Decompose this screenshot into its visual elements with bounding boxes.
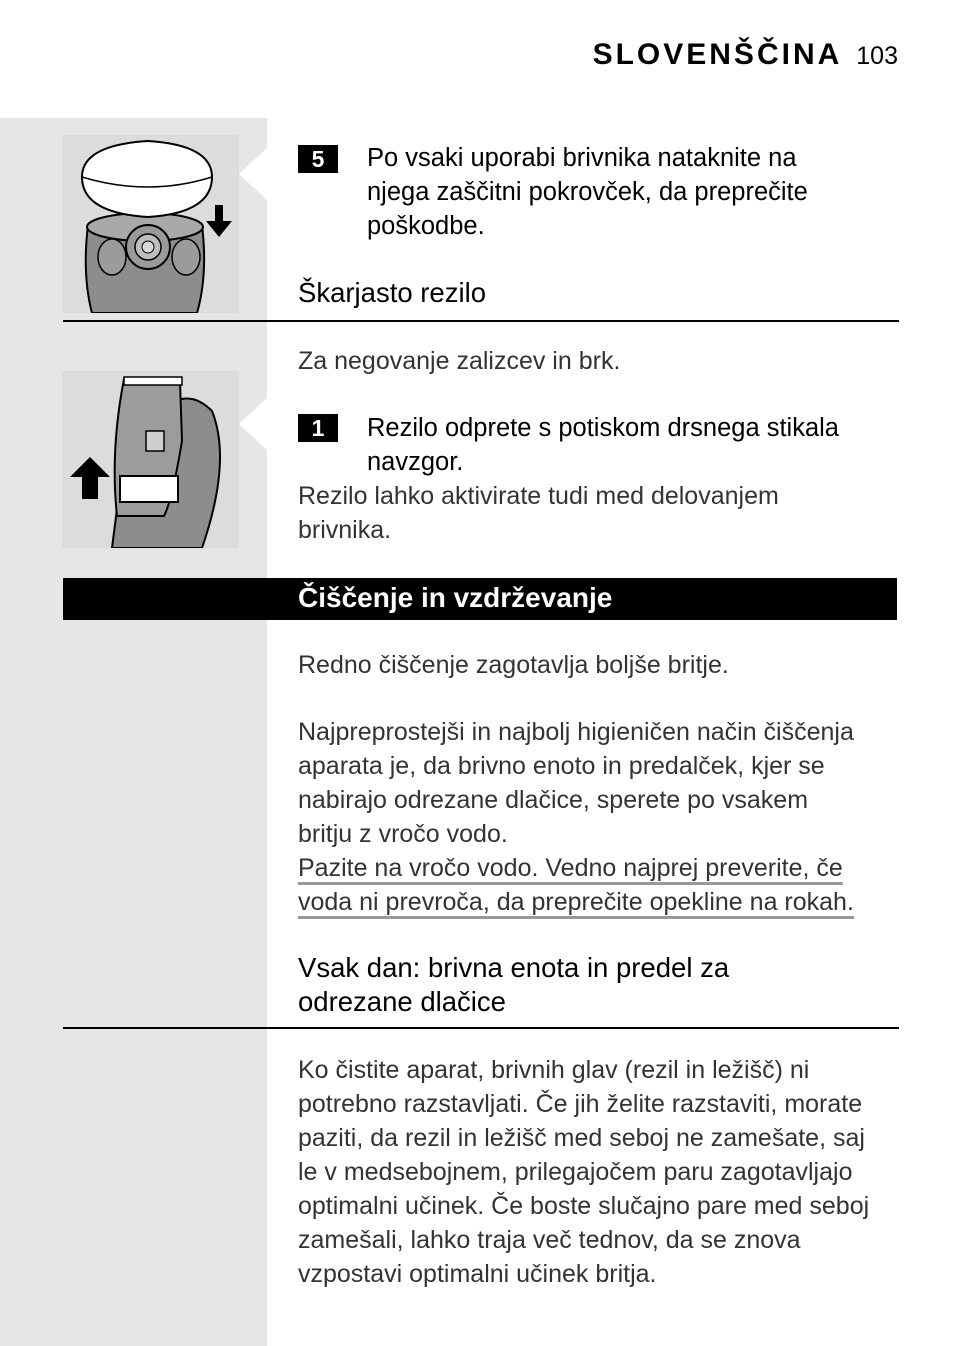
cleaning-paragraph: [298, 715, 903, 919]
step-5-text: [367, 141, 907, 243]
paragraph-line: Najpreprostejši in najbolj higieničen način čiščenja: [298, 718, 854, 746]
paragraph-line: aparata je, da brivno enoto in predalček, kjer se: [298, 752, 825, 780]
figure1-pointer: [239, 148, 267, 200]
paragraph-line: vzpostavi optimalni učinek britja.: [298, 1260, 657, 1288]
page-header: [593, 38, 898, 72]
step-5-line-1: Po vsaki uporabi brivnika nataknite na: [367, 144, 797, 172]
daily-heading-line-1: Vsak dan: brivna enota in predel za: [298, 952, 730, 983]
trimmer-note: [298, 479, 903, 547]
section-title: Čiščenje in vzdrževanje: [298, 582, 613, 613]
trimmer-note-line-2: brivnika.: [298, 516, 392, 544]
language-label: SLOVENŠČINA: [592, 38, 843, 71]
trimmer-intro: Za negovanje zalizcev in brk.: [298, 347, 621, 375]
warning-line: Pazite na vročo vodo. Vedno najprej preverite, če: [298, 854, 843, 882]
heading-rule: [63, 1027, 899, 1029]
paragraph-line: optimalni učinek. Če boste slučajno pare med seboj: [298, 1192, 870, 1220]
step-5-line-2: njega zaščitni pokrovček, da preprečite: [367, 178, 808, 206]
paragraph-line: zamešali, lahko traja več tednov, da se znova: [298, 1226, 801, 1254]
shaver-cap-illustration: [62, 135, 239, 313]
paragraph-line: nabirajo odrezane dlačice, sperete po vsakem: [298, 786, 809, 814]
step-number-badge: 1: [298, 414, 338, 442]
paragraph-line: paziti, da rezil in ležišč med seboj ne zamešate, saj: [298, 1124, 865, 1152]
page-number: 103: [856, 42, 898, 70]
heading-rule: [63, 320, 899, 322]
step-number-badge: 5: [298, 145, 338, 173]
disassembly-paragraph: [298, 1053, 903, 1291]
paragraph-line: le v medsebojnem, prilegajočem paru zagotavljajo: [298, 1158, 853, 1186]
paragraph-line: potrebno razstavljati. Če jih želite razstaviti, morate: [298, 1090, 863, 1118]
trimmer-step-line-2: navzgor.: [367, 448, 464, 476]
trimmer-step-text: [367, 411, 907, 479]
arrow-up-icon: [70, 457, 110, 499]
cleaning-intro: Redno čiščenje zagotavlja boljše britje.: [298, 651, 729, 679]
daily-heading-line-2: odrezane dlačice: [298, 986, 506, 1017]
paragraph-line: britju z vročo vodo.: [298, 820, 508, 848]
trimmer-note-line-1: Rezilo lahko aktivirate tudi med delovanjem: [298, 482, 779, 510]
figure2-pointer: [239, 398, 267, 450]
trimmer-step-line-1: Rezilo odprete s potiskom drsnega stikala: [367, 414, 839, 442]
trimmer-heading: Škarjasto rezilo: [298, 277, 486, 308]
step-5-line-3: poškodbe.: [367, 212, 485, 240]
paragraph-line: Ko čistite aparat, brivnih glav (rezil in ležišč) ni: [298, 1056, 810, 1084]
warning-line: voda ni prevroča, da preprečite opekline na rokah.: [298, 888, 854, 916]
daily-heading: [298, 951, 903, 1019]
trimmer-illustration: [62, 371, 239, 548]
arrow-down-icon: [204, 205, 234, 239]
